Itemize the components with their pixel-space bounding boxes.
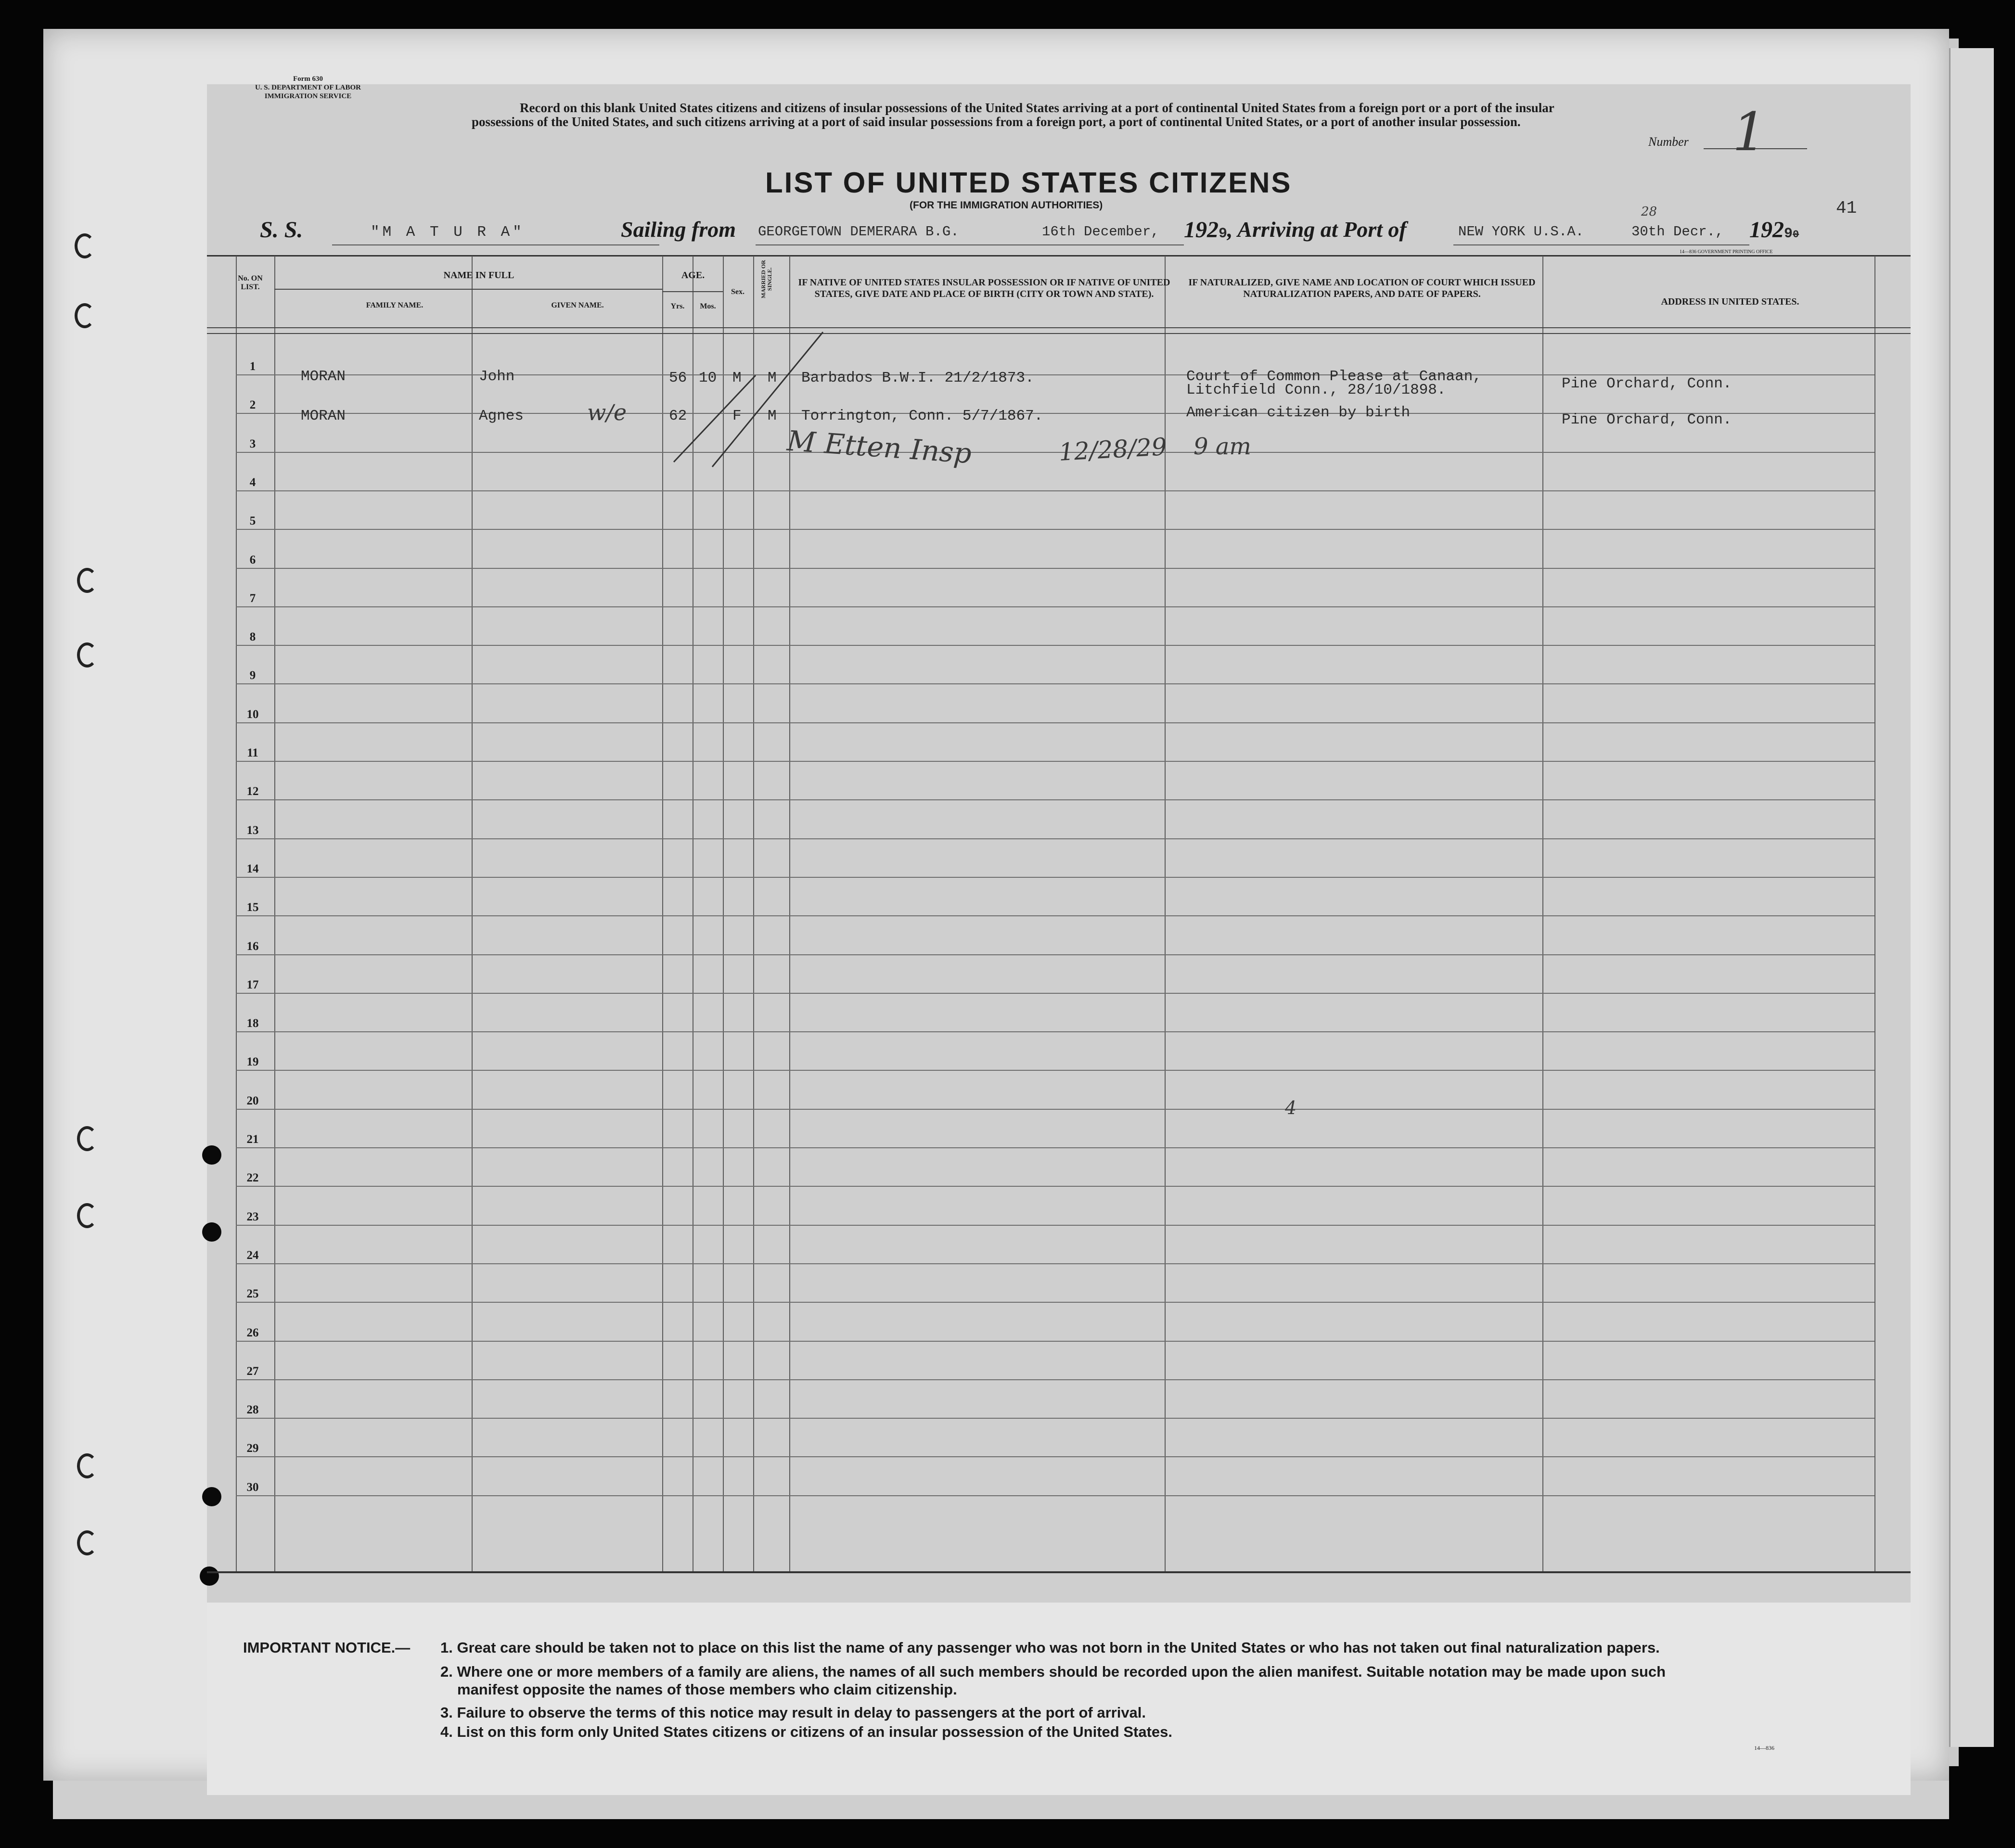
- row-rule: [236, 993, 1874, 994]
- header-yrs: Yrs.: [670, 302, 685, 310]
- inspection-time: 9 am: [1194, 433, 1251, 460]
- row-rule: [236, 606, 1874, 607]
- notice-item-4: 4. List on this form only United States citizens or citizens of an insular possession of the United States.: [440, 1723, 1172, 1740]
- header-rule: [207, 327, 1911, 328]
- column-divider: [274, 256, 275, 1571]
- row-number: 23: [246, 1210, 259, 1223]
- row-rule: [236, 645, 1874, 646]
- row-number: 13: [246, 823, 259, 837]
- row-rule: [236, 722, 1874, 723]
- row-number: 17: [246, 978, 259, 991]
- sex: M: [732, 370, 742, 386]
- row-number: 27: [246, 1364, 259, 1378]
- header-address: ADDRESS IN UNITED STATES.: [1661, 296, 1799, 307]
- row-number: 26: [246, 1326, 259, 1339]
- binder-hole: [77, 1453, 97, 1478]
- ss-label: S. S.: [260, 217, 303, 243]
- column-divider: [236, 256, 237, 1571]
- notice-item-3: 3. Failure to observe the terms of this notice may result in delay to passengers at the port of arrival.: [440, 1704, 1146, 1721]
- given-name: John: [479, 368, 515, 385]
- footer-code: 14—836: [1754, 1745, 1774, 1751]
- arrival-underline: [1453, 244, 1749, 245]
- family-name: MORAN: [301, 368, 346, 385]
- punch-hole: [200, 1566, 219, 1586]
- row-rule: [236, 452, 1874, 453]
- row-rule: [236, 954, 1874, 955]
- row-rule: [236, 1031, 1874, 1032]
- inspection-date: 12/28/29: [1058, 433, 1168, 466]
- ship-underline: [332, 244, 659, 245]
- row-rule: [236, 1341, 1874, 1342]
- arrival-year-struck: 0: [1793, 229, 1799, 241]
- row-rule: [236, 1109, 1874, 1110]
- header-name-in-full: NAME IN FULL: [443, 270, 514, 281]
- row-rule: [236, 1070, 1874, 1071]
- binder-hole: [77, 568, 97, 593]
- us-address: Pine Orchard, Conn.: [1562, 375, 1732, 392]
- sailing-port: GEORGETOWN DEMERARA B.G.: [758, 224, 959, 240]
- arriving-label: , Arriving at Port of: [1227, 217, 1407, 242]
- row-rule: [236, 568, 1874, 569]
- arrival-port: NEW YORK U.S.A.: [1458, 224, 1584, 240]
- column-divider: [662, 256, 663, 1571]
- row-rule: [236, 490, 1874, 491]
- notice-item-1: 1. Great care should be taken not to place on this list the name of any passenger who was not born in the United States or who has not taken out final naturalization papers.: [440, 1639, 1660, 1656]
- header-sex: Sex.: [731, 288, 744, 296]
- stray-mark: 4: [1285, 1097, 1297, 1118]
- arrival-year-prefix: 192: [1749, 217, 1784, 243]
- wife-note: w/e: [587, 399, 627, 425]
- row-rule: [236, 1418, 1874, 1419]
- header-naturalized: IF NATURALIZED, GIVE NAME AND LOCATION OF COURT WHICH ISSUED NATURALIZATION PAPERS, AND DATE OF PAPERS.: [1188, 277, 1536, 299]
- row-number: 2: [249, 398, 256, 412]
- binder-hole: [77, 1203, 97, 1228]
- row-number: 3: [249, 437, 256, 450]
- page-number: 41: [1836, 198, 1857, 218]
- arrival-date-correction: 28: [1641, 205, 1657, 219]
- ship-name: "M A T U R A": [371, 224, 525, 241]
- row-rule: [236, 1302, 1874, 1303]
- row-rule: [236, 877, 1874, 878]
- row-rule: [236, 1456, 1874, 1457]
- punch-hole: [202, 1487, 221, 1506]
- marital-status: M: [768, 408, 777, 424]
- table-bottom-border: [207, 1571, 1911, 1573]
- given-name: Agnes: [479, 408, 524, 424]
- header-married: MARRIED OR SINGLE.: [760, 260, 773, 298]
- row-rule: [236, 761, 1874, 762]
- row-number: 24: [246, 1248, 259, 1262]
- naturalization-status: American citizen by birth: [1186, 404, 1411, 421]
- binder-hole: [75, 303, 95, 328]
- row-rule: [236, 1186, 1874, 1187]
- underlying-sheet-edge: [1949, 48, 1994, 1747]
- sailing-date: 16th December,: [1042, 224, 1159, 240]
- family-name: MORAN: [301, 408, 346, 424]
- notice-area: [207, 1603, 1911, 1795]
- form-number: Form 630: [293, 75, 323, 83]
- row-number: 11: [247, 746, 258, 759]
- sailing-underline: [756, 244, 1184, 245]
- marital-status: M: [768, 370, 777, 386]
- header-rule: [274, 289, 662, 290]
- naturalization-date: Litchfield Conn., 28/10/1898.: [1186, 382, 1446, 398]
- row-number: 15: [246, 901, 259, 914]
- row-number: 10: [246, 707, 259, 721]
- row-number: 9: [249, 669, 256, 682]
- binder-hole: [77, 1126, 97, 1151]
- column-divider: [472, 256, 473, 1571]
- row-number: 4: [249, 475, 256, 489]
- row-rule: [236, 1147, 1874, 1148]
- row-number: 29: [246, 1442, 259, 1455]
- sailing-year-prefix: 192: [1184, 217, 1219, 243]
- row-number: 25: [246, 1287, 259, 1301]
- row-number: 16: [246, 939, 259, 953]
- sailing-year-suffix: 9: [1219, 226, 1228, 242]
- row-number: 20: [246, 1094, 259, 1107]
- binder-hole: [77, 1530, 97, 1555]
- manifest-page: [43, 29, 1949, 1781]
- form-subtitle: (FOR THE IMMIGRATION AUTHORITIES): [910, 200, 1103, 211]
- us-address: Pine Orchard, Conn.: [1562, 411, 1732, 428]
- arrival-date: 30th Decr.,: [1631, 224, 1724, 240]
- sailing-label: Sailing from: [621, 217, 736, 242]
- service-name: IMMIGRATION SERVICE: [264, 92, 352, 100]
- row-number: 21: [246, 1133, 259, 1146]
- arrival-year: [1749, 217, 1799, 243]
- arrival-year-suffix: 9: [1784, 226, 1793, 242]
- row-rule: [236, 1225, 1874, 1226]
- row-rule: [236, 1379, 1874, 1380]
- form-title: LIST OF UNITED STATES CITIZENS: [765, 167, 1292, 199]
- row-rule: [236, 915, 1874, 916]
- header-no-on-list: No. ON LIST.: [238, 274, 263, 291]
- row-number: 19: [246, 1055, 259, 1069]
- row-number: 14: [246, 862, 259, 875]
- binder-hole: [75, 233, 95, 258]
- form-id-block: [221, 75, 395, 101]
- notice-item-2: 2. Where one or more members of a family are aliens, the names of all such members should be recorded upon the alien manifest. Suitable notation may be made upon such: [440, 1663, 1666, 1680]
- row-rule: [236, 1495, 1874, 1496]
- birth-place-date: Barbados B.W.I. 21/2/1873.: [801, 370, 1034, 386]
- header-native: IF NATIVE OF UNITED STATES INSULAR POSSESSION OR IF NATIVE OF UNITED STATES, GIVE DATE AND PLACE OF BIRTH (CITY OR TOWN AND STATE).: [798, 277, 1170, 299]
- row-number: 12: [246, 785, 259, 798]
- form-area: [207, 84, 1911, 1603]
- row-rule: [236, 683, 1874, 684]
- header-family-name: FAMILY NAME.: [366, 301, 424, 309]
- row-rule: [236, 838, 1874, 839]
- notice-heading: IMPORTANT NOTICE.—: [243, 1639, 411, 1656]
- row-rule: [236, 529, 1874, 530]
- header-mos: Mos.: [700, 302, 716, 310]
- table-top-border: [207, 255, 1911, 257]
- header-rule: [662, 291, 723, 292]
- record-instructions: Record on this blank United States citizens and citizens of insular possessions of the United States arriving at a port of continental United States from a foreign port or a port of the insular possessions of the United States, and such citizens arriving at a port of said insular possessions from a foreign port, a port of continental United States, or a port of another insular possession.: [472, 101, 1554, 129]
- row-number: 1: [249, 360, 256, 373]
- row-number: 5: [249, 514, 256, 528]
- sailing-year: [1184, 217, 1227, 243]
- sex: F: [732, 408, 742, 424]
- header-given-name: GIVEN NAME.: [551, 301, 604, 309]
- naturalization-court: Court of Common Please at Canaan,: [1186, 368, 1482, 385]
- notice-item-2-cont: manifest opposite the names of those members who claim citizenship.: [457, 1681, 957, 1698]
- department-name: U. S. DEPARTMENT OF LABOR: [255, 84, 361, 91]
- row-rule: [236, 799, 1874, 800]
- column-divider: [1542, 256, 1543, 1571]
- row-number: 8: [249, 630, 256, 644]
- row-number: 30: [246, 1480, 259, 1494]
- inspector-signature: M Etten Insp: [786, 424, 973, 470]
- row-rule: [236, 1263, 1874, 1264]
- row-number: 7: [249, 591, 256, 605]
- row-number: 28: [246, 1403, 259, 1417]
- birth-place-date: Torrington, Conn. 5/7/1867.: [801, 408, 1043, 424]
- number-value: 1: [1733, 101, 1766, 163]
- number-label: Number: [1648, 135, 1689, 149]
- printer-mark: 14—836 GOVERNMENT PRINTING OFFICE: [1680, 249, 1773, 255]
- punch-hole: [202, 1222, 221, 1242]
- row-number: 6: [249, 553, 256, 566]
- age-years: 62: [669, 408, 687, 424]
- age-months: 10: [699, 370, 717, 386]
- binder-hole: [77, 642, 97, 667]
- row-number: 22: [246, 1171, 259, 1185]
- header-age: AGE.: [681, 270, 705, 281]
- row-number: 18: [246, 1017, 259, 1030]
- age-years: 56: [669, 370, 687, 386]
- header-rule: [207, 333, 1911, 334]
- column-divider: [1874, 256, 1875, 1571]
- punch-hole: [202, 1145, 221, 1165]
